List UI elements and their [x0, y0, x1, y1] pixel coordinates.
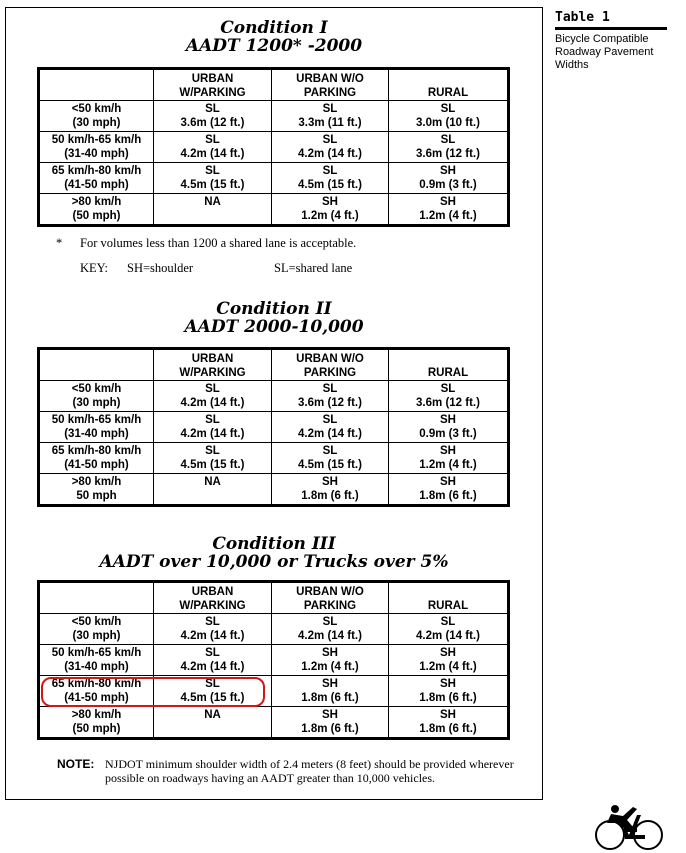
header-blank-cell: [39, 349, 154, 381]
speed-cell: 50 km/h-65 km/h (31-40 mph): [39, 645, 154, 676]
table-row: [39, 474, 509, 506]
urban-wo-parking-cell: SL 3.3m (11 ft.): [272, 101, 389, 132]
cyclist-logo-icon: [593, 803, 665, 851]
condition3-subtitle: AADT over 10,000 or Trucks over 5%: [99, 552, 449, 572]
rural-cell: SH 0.9m (3 ft.): [389, 163, 509, 194]
rural-cell: SL 3.6m (12 ft.): [389, 381, 509, 412]
urban-parking-cell: NA: [154, 194, 272, 226]
rural-cell: SL 3.6m (12 ft.): [389, 132, 509, 163]
header-urban-wo-parking: URBAN W/O PARKING: [272, 349, 389, 381]
speed-cell: <50 km/h (30 mph): [39, 101, 154, 132]
key-label: KEY:: [80, 261, 109, 275]
rural-cell: SH 1.2m (4 ft.): [389, 645, 509, 676]
urban-parking-cell: SL 4.2m (14 ft.): [154, 614, 272, 645]
urban-parking-cell: SL 4.2m (14 ft.): [154, 645, 272, 676]
speed-cell: 65 km/h-80 km/h (41-50 mph): [39, 443, 154, 474]
key-shared-lane: SL=shared lane: [274, 261, 353, 275]
speed-cell: >80 km/h (50 mph): [39, 707, 154, 739]
rural-cell: SH 1.2m (4 ft.): [389, 443, 509, 474]
table-row: [39, 381, 509, 412]
urban-parking-cell: SL 4.2m (14 ft.): [154, 132, 272, 163]
urban-parking-cell: SL 4.5m (15 ft.): [154, 443, 272, 474]
urban-parking-cell: NA: [154, 474, 272, 506]
table-row: [39, 101, 509, 132]
header-rural: RURAL: [389, 582, 509, 614]
urban-wo-parking-cell: SH 1.8m (6 ft.): [272, 707, 389, 739]
urban-wo-parking-cell: SL 4.2m (14 ft.): [272, 132, 389, 163]
rural-cell: SL 4.2m (14 ft.): [389, 614, 509, 645]
condition1-table: [37, 67, 510, 227]
condition1-title: Condition I: [220, 18, 328, 38]
header-row: [39, 349, 509, 381]
table-row: [39, 163, 509, 194]
header-urban-wo-parking: URBAN W/O PARKING: [272, 69, 389, 101]
urban-wo-parking-cell: SH 1.8m (6 ft.): [272, 474, 389, 506]
table-row: [39, 645, 509, 676]
speed-cell: 50 km/h-65 km/h (31-40 mph): [39, 132, 154, 163]
urban-wo-parking-cell: SL 4.2m (14 ft.): [272, 412, 389, 443]
rural-cell: SH 1.2m (4 ft.): [389, 194, 509, 226]
urban-parking-cell: NA: [154, 707, 272, 739]
condition2-table: [37, 347, 510, 507]
header-row: [39, 582, 509, 614]
urban-wo-parking-cell: SH 1.2m (4 ft.): [272, 194, 389, 226]
side-caption: [555, 10, 667, 72]
table-row: [39, 132, 509, 163]
speed-cell: >80 km/h 50 mph: [39, 474, 154, 506]
key-shoulder: SH=shoulder: [127, 261, 194, 275]
header-rural: RURAL: [389, 69, 509, 101]
urban-parking-cell: SL 4.2m (14 ft.): [154, 381, 272, 412]
urban-parking-cell: SL 4.2m (14 ft.): [154, 412, 272, 443]
condition2-title: Condition II: [216, 299, 332, 319]
urban-parking-cell: SL 3.6m (12 ft.): [154, 101, 272, 132]
header-blank-cell: [39, 69, 154, 101]
header-urban-parking: URBAN W/PARKING: [154, 582, 272, 614]
urban-wo-parking-cell: SL 4.5m (15 ft.): [272, 443, 389, 474]
header-rural: RURAL: [389, 349, 509, 381]
speed-cell: 65 km/h-80 km/h (41-50 mph): [39, 676, 154, 707]
note-text: NJDOT minimum shoulder width of 2.4 meters (8 feet) should be provided wherever possible on roadways having an AADT greater than 10,000 vehicles.: [105, 757, 514, 785]
condition3-table: [37, 580, 510, 740]
table-row: [39, 614, 509, 645]
rural-cell: SH 1.8m (6 ft.): [389, 707, 509, 739]
speed-cell: >80 km/h (50 mph): [39, 194, 154, 226]
urban-wo-parking-cell: SH 1.2m (4 ft.): [272, 645, 389, 676]
rural-cell: SH 1.8m (6 ft.): [389, 676, 509, 707]
side-caption-description: Bicycle Compatible Roadway Pavement Widths: [555, 33, 654, 71]
header-urban-wo-parking: URBAN W/O PARKING: [272, 582, 389, 614]
urban-wo-parking-cell: SL 3.6m (12 ft.): [272, 381, 389, 412]
note-label: NOTE:: [57, 757, 95, 771]
urban-parking-cell: SL 4.5m (15 ft.): [154, 676, 272, 707]
side-caption-label: Table 1: [555, 10, 667, 30]
header-blank-cell: [39, 582, 154, 614]
rural-cell: SL 3.0m (10 ft.): [389, 101, 509, 132]
rural-cell: SH 0.9m (3 ft.): [389, 412, 509, 443]
urban-wo-parking-cell: SL 4.5m (15 ft.): [272, 163, 389, 194]
urban-wo-parking-cell: SH 1.8m (6 ft.): [272, 676, 389, 707]
rural-cell: SH 1.8m (6 ft.): [389, 474, 509, 506]
speed-cell: <50 km/h (30 mph): [39, 381, 154, 412]
table-row: [39, 412, 509, 443]
table-row: [39, 707, 509, 739]
highlight-circle: [41, 677, 265, 707]
speed-cell: <50 km/h (30 mph): [39, 614, 154, 645]
urban-parking-cell: SL 4.5m (15 ft.): [154, 163, 272, 194]
footnote-star: *: [56, 236, 63, 250]
note: [57, 757, 527, 785]
condition2-subtitle: AADT 2000-10,000: [184, 317, 364, 337]
header-row: [39, 69, 509, 101]
footnote-text: For volumes less than 1200 a shared lane is acceptable.: [80, 236, 357, 250]
table-row: [39, 443, 509, 474]
condition1-subtitle: AADT 1200* -2000: [185, 36, 363, 56]
table-row: [39, 194, 509, 226]
header-urban-parking: URBAN W/PARKING: [154, 69, 272, 101]
speed-cell: 50 km/h-65 km/h (31-40 mph): [39, 412, 154, 443]
speed-cell: 65 km/h-80 km/h (41-50 mph): [39, 163, 154, 194]
condition3-title: Condition III: [212, 534, 336, 554]
urban-wo-parking-cell: SL 4.2m (14 ft.): [272, 614, 389, 645]
header-urban-parking: URBAN W/PARKING: [154, 349, 272, 381]
